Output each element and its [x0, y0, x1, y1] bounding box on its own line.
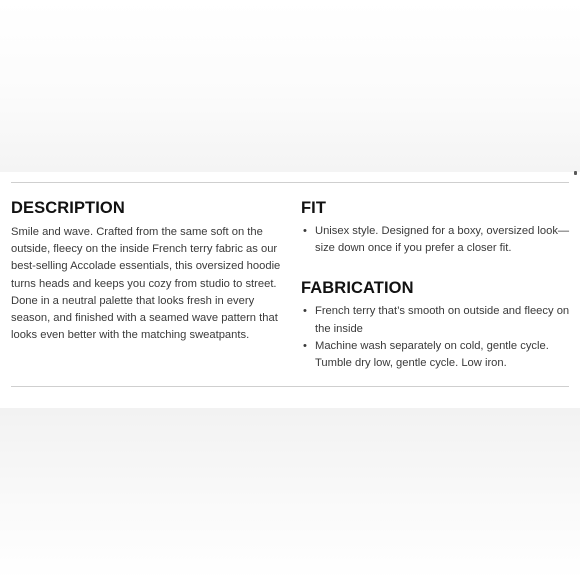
fit-list-item: • Unisex style. Designed for a boxy, oversized look—size down once if you prefer a closer fit.	[301, 223, 573, 257]
top-divider	[11, 182, 569, 183]
product-details-panel	[0, 172, 580, 408]
fit-section	[301, 198, 573, 257]
fabrication-list-item: • French terry that’s smooth on outside and fleecy on the inside	[301, 303, 573, 337]
description-text: Smile and wave. Crafted from the same soft on the outside, fleecy on the inside French terry fabric as our best-selling Accolade essentials, this oversized hoodie turns heads and keeps you cozy from studio to street. Done in a neutral palette that looks fresh in every season, and finished with a seamed wave pattern that looks even better with the matching sweatpants.	[11, 226, 281, 342]
bottom-divider	[11, 386, 569, 387]
details-column	[301, 198, 573, 372]
blurred-background-bottom	[0, 408, 580, 580]
fabrication-heading: FABRICATION	[301, 279, 414, 298]
scroll-indicator	[574, 171, 577, 175]
fit-list	[301, 223, 573, 257]
description-heading: DESCRIPTION	[11, 199, 125, 217]
description-section	[11, 198, 283, 344]
fabrication-section	[301, 278, 573, 372]
fabrication-list	[301, 303, 573, 372]
blurred-background-top	[0, 0, 580, 172]
fabrication-list-item: • Machine wash separately on cold, gentle cycle. Tumble dry low, gentle cycle. Low iron.	[301, 338, 573, 372]
fit-heading: FIT	[301, 199, 327, 217]
